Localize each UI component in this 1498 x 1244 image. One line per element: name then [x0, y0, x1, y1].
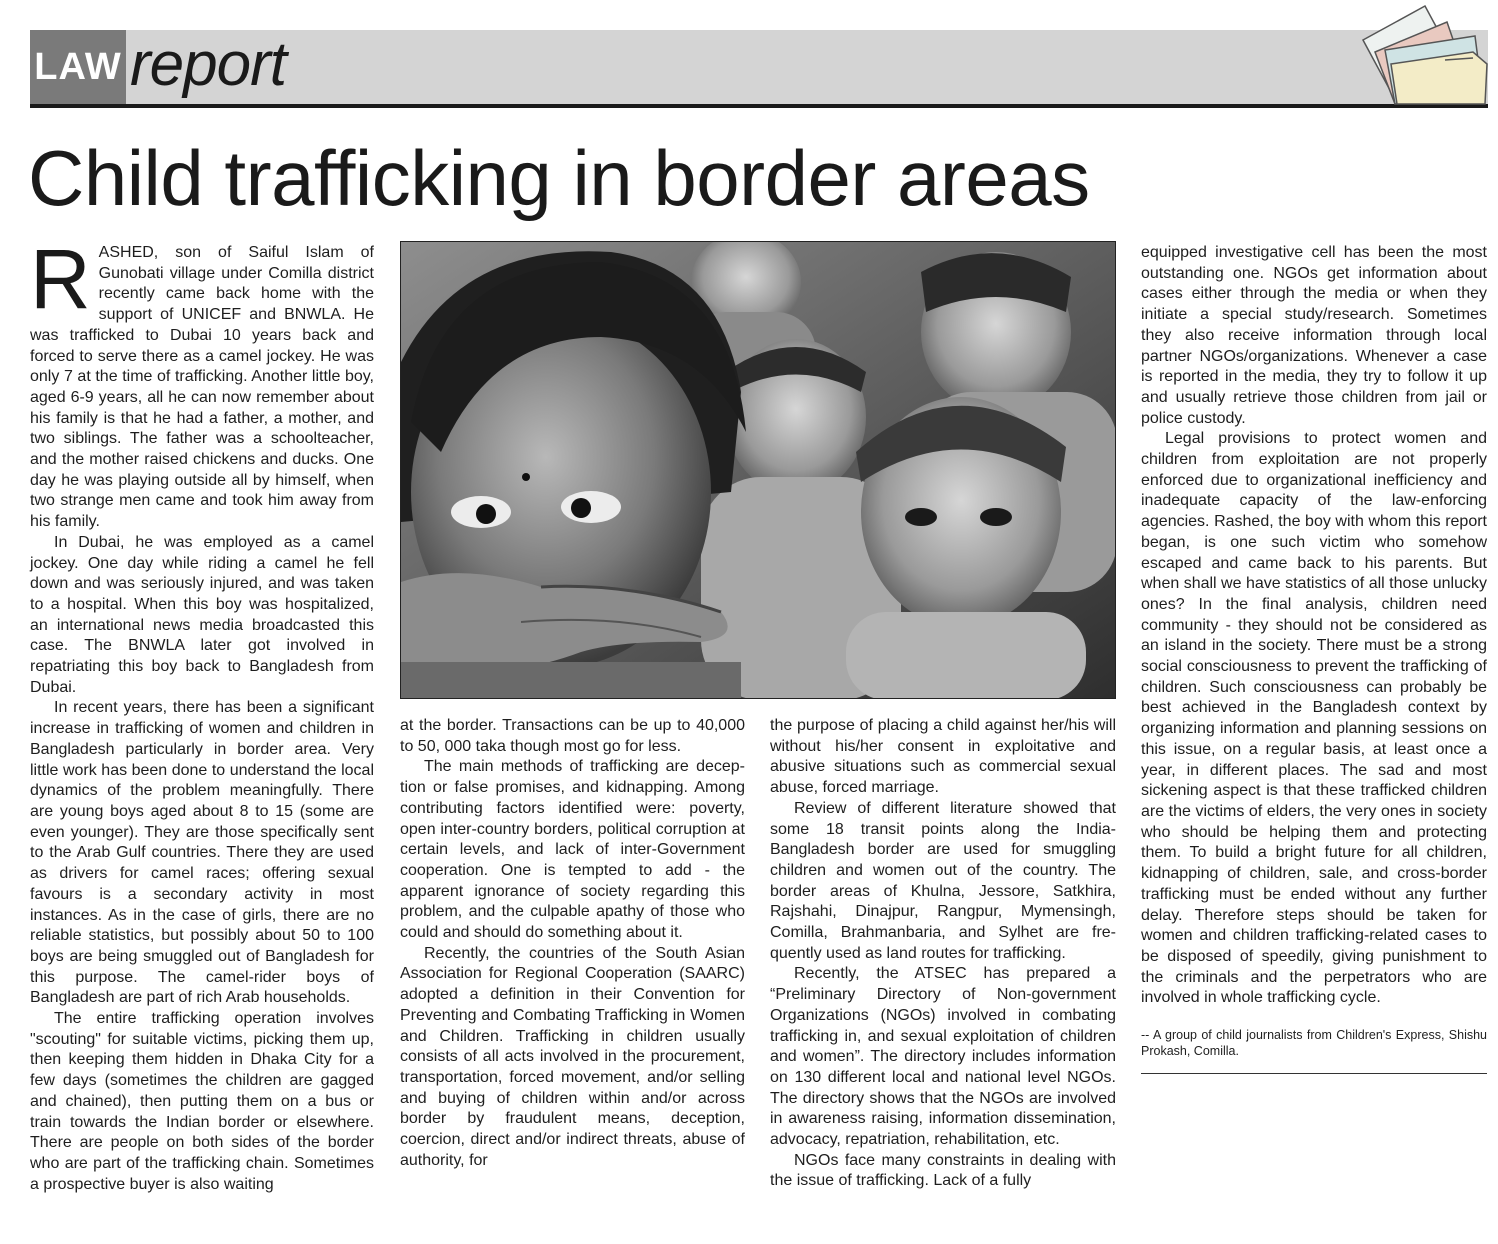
- paragraph-text: ASHED, son of Saiful Islam of Gunobati village under Comilla district recently came back home with the support of UNICEF and BNWLA. He was trafficked to Dubai 10 years back and forced to serve there as a camel jockey. He was only 7 at the time of trafficking. Another little boy, aged 6-9 years, all he can now remember about his family is that he had a father, a mother, and two siblings. The father was a schoolteacher, and the mother raised chickens and ducks. One day he was playing outside all by himself, when two strange men came and took him away from his family.: [30, 244, 374, 531]
- article-paragraph: Legal provisions to protect women and children from exploitation are not properly enforced due to organizational inefficiency and inadequate capacity of the law-enforcing agencies. Rashed, the boy with whom this report began, is one such victim who somehow escaped and came back to his parents. But when shall we have statistics of all those unlucky ones? In the final analysis, children need community - they should not be considered as an island in the society. There must be a strong social consciousness to prevent the trafficking of children. Such consciousness can probably be best achieved in the Bangladesh context by organizing information and planning sessions on this issue, on a regular basis, at least once a year, in different places. The sad and most sickening aspect is that these trafficked children are the victims of elders, the very ones in society who should be helping them and protecting them. To build a bright future for all children, kidnapping of children, sale, and cross-border trafficking must be ended without any further delay. Therefore steps should be taken for women and children trafficking-related cases to be disposed of speedily, giving punishment to the criminals and the perpetrators who are involved in whole trafficking cycle.: [1141, 430, 1487, 1007]
- article-paragraph: Recently, the ATSEC has prepared a “Preliminary Directory of Non-government Organizations (NGOs) involved in combating trafficking in, and sexual exploitation of children and women”. The directory includes information on 130 different local and national level NGOs. The directory shows that the NGOs are involved in awareness raising, information dissemination, advocacy, repatriation, rehabilitation, etc.: [770, 965, 1116, 1149]
- section-title: report: [130, 30, 286, 99]
- article-paragraph: Review of different literature showed that some 18 transit points along the India-Bangladesh border are used for smuggling children and women out of the country. The border areas of Khulna, Jessore, Satkhira, Rajshahi, Dinajpur, Rangpur, Mymensingh, Comilla, Brahmanbaria, and Sylhet are frequently used as land routes for trafficking.: [770, 799, 1116, 962]
- drop-cap: R: [30, 232, 91, 326]
- section-label: LAW: [30, 30, 126, 104]
- masthead-rule: [30, 104, 1488, 108]
- article-column-1: [30, 232, 374, 1195]
- article-paragraph: the purpose of placing a child against her/his will without his/her consent in exploitative and abusive situations such as commercial sexual abuse, forced marriage.: [770, 717, 1116, 797]
- article-column-3: [770, 716, 1116, 1192]
- end-rule: [1141, 1073, 1487, 1074]
- folders-icon: [1355, 0, 1490, 108]
- article-credit: -- A group of child journalists from Children's Express, Shishu Prokash, Comilla.: [1141, 1028, 1487, 1059]
- article-headline: Child trafficking in border areas: [28, 134, 1090, 222]
- article-column-4: [1141, 243, 1487, 1074]
- article-paragraph: The entire trafficking operation involves "scouting" for suitable victims, picking them up, then keeping them hidden in Dhaka City for a few days (sometimes the children are gagged and chained), then putting them on a bus or train towards the Indian border or elsewhere. There are people on both sides of the border who are part of the trafficking chain. Sometimes a prospective buyer is also waiting: [30, 1010, 374, 1193]
- article-column-2: [400, 716, 745, 1171]
- children-photo: [400, 241, 1116, 699]
- photo-image: [401, 242, 1116, 699]
- article-paragraph: at the border. Transactions can be up to 40,000 to 50, 000 taka though most go for less.: [400, 717, 745, 755]
- article-paragraph: In Dubai, he was employed as a camel jockey. One day while riding a camel he fell down and was seriously injured, and was taken to a hospital. When this boy was hospitalized, an international news media broadcasted this case. The BNWLA later got involved in repatriating this boy back to Bangladesh from Dubai.: [30, 533, 374, 696]
- article-paragraph: [30, 232, 374, 533]
- section-masthead: [30, 30, 1488, 106]
- article-paragraph: The main methods of trafficking are deception or false promises, and kidnapping. Among contributing factors identified were: poverty, open inter-country borders, political corruption at certain levels, and lack of inter-Government cooperation. One is tempted to add - the apparent ignorance of society regarding this problem, and the culpable apathy of those who could and should do something about it.: [400, 758, 745, 942]
- article-paragraph: equipped investigative cell has been the most outstanding one. NGOs get information about cases either through the media or when they initiate a special study/research. Sometimes they also receive information through local partner NGOs/organizations. Whenever a case is reported in the media, they try to follow it up and usually retrieve those children from jail or police custody.: [1141, 244, 1487, 427]
- article-paragraph: Recently, the countries of the South Asian Association for Regional Cooperation (SAARC) adopted a definition in their Convention for Preventing and Combating Trafficking in Women and Children. Trafficking in children usually consists of all acts involved in the procurement, transportation, forced movement, and/or selling and buying of children within and/or across border by fraudulent means, deception, coercion, direct and/or indirect threats, abuse of authority, for: [400, 944, 745, 1169]
- article-paragraph: In recent years, there has been a significant increase in trafficking of women and children in Bangladesh particularly in border area. Very little work has been done to understand the local dynamics of the problem meaningfully. There are young boys aged about 8 to 15 (some are even younger). They are those specifically sent to the Arab Gulf countries. There they are used as drivers for camel races; offering sexual favours is a secondary activity in most instances. As in the case of girls, there are no reliable statistics, but possibly about 50 to 100 boys are being smuggled out of Bangladesh for this purpose. The camel-rider boys of Bangladesh are part of rich Arab households.: [30, 699, 374, 1007]
- article-paragraph: NGOs face many constraints in dealing with the issue of trafficking. Lack of a fully: [770, 1151, 1116, 1190]
